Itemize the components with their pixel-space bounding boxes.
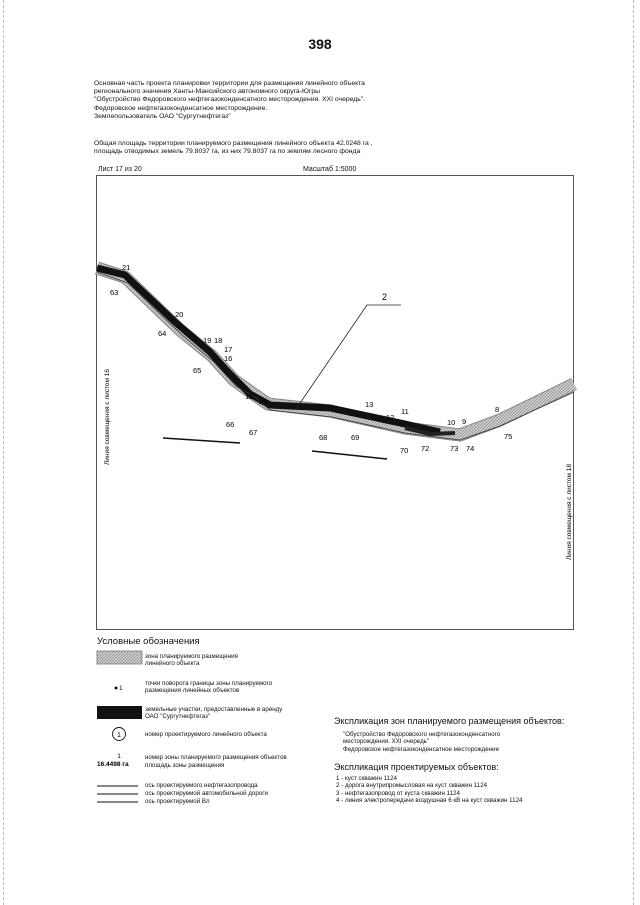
point-label: 9 <box>462 417 467 426</box>
vl-axis-segment <box>163 438 240 443</box>
right-match-line-label: Линия совмещения с листом 18 <box>566 463 573 560</box>
legend-item: земельные участки, предоставленные в аренду ОАО "Сургутнефтегаз" <box>145 706 283 721</box>
point-label: 12 <box>386 413 395 422</box>
header-line: Федоровское нефтегазоконденсатное месторождение. <box>94 104 268 112</box>
point-label: 19 <box>203 336 212 345</box>
leased-land-plot <box>97 268 440 432</box>
legend-item: номер зоны планируемого размещения объектов <box>145 754 287 761</box>
left-match-line-label: Линия совмещения с листом 16 <box>104 368 111 465</box>
area-line: Общая площадь территории планируемого размещения линейного объекта 42.0248 га , <box>94 140 373 147</box>
legend-point-number: 1 <box>119 685 123 692</box>
point-label: 18 <box>214 336 223 345</box>
point-label: 65 <box>193 366 202 375</box>
objects-explication-item: 2 - дорога внутрипромысловая на куст скважин 1124 <box>336 782 488 790</box>
header-line: "Обустройство Федоровского нефтегазоконденсатного месторождения. XXI очередь". <box>94 96 366 104</box>
legend-item: точки поворота границы зоны планируемого размещения линейных объектов <box>145 680 273 695</box>
page-number: 398 <box>308 36 332 52</box>
point-label: 75 <box>504 432 513 441</box>
legend-object-number: 1 <box>117 732 121 739</box>
zones-explication-title: Экспликация зон планируемого размещения объектов: <box>334 716 565 726</box>
legend-point-symbol <box>115 687 118 690</box>
legend-item: ось проектируемой автомобильной дороги <box>145 790 268 797</box>
objects-explication-item: 4 - линия электропередачи воздушная 6 кВ на куст скважин 1124 <box>336 797 523 805</box>
point-label: 63 <box>110 288 119 297</box>
point-label: 21 <box>122 263 131 272</box>
legend-zone-number: 1 <box>117 753 121 760</box>
point-label: 67 <box>249 428 258 437</box>
point-label: 17 <box>224 345 233 354</box>
area-line: площадь отводимых земель 79.8037 га, из них 79.8037 га по землям лесного фонда <box>94 148 361 156</box>
legend-zone-area: 16.4498 га <box>97 761 129 768</box>
point-label: 10 <box>447 418 456 427</box>
legend-item: номер проектируемого линейного объекта <box>145 731 267 738</box>
legend-title: Условные обозначения <box>97 636 200 647</box>
point-label: 14 <box>259 397 268 406</box>
point-label: 20 <box>175 310 184 319</box>
object-number-label: 2 <box>382 292 388 302</box>
scale-label: Масштаб 1:5000 <box>303 166 357 173</box>
legend-item: зона планируемого размещения линейного объекта <box>145 653 238 668</box>
legend-leased-swatch <box>97 706 142 719</box>
point-label: 66 <box>226 420 235 429</box>
point-label: 16 <box>224 354 233 363</box>
point-label: 68 <box>319 433 328 442</box>
point-label: 15 <box>245 392 254 401</box>
zones-explication-block <box>343 731 583 753</box>
header-line: регионального значения Ханты-Мансийского автономного округа-Югры <box>94 88 320 96</box>
header-line: Землепользователь ОАО "Сургутнефтегаз" <box>94 112 231 120</box>
zones-explication-line: Федоровское нефтегазоконденсатное месторождение <box>343 745 500 753</box>
point-label: 73 <box>450 444 459 453</box>
legend-zone-swatch <box>97 651 142 664</box>
point-labels <box>110 263 512 455</box>
header-line: Основная часть проекта планировки территории для размещения линейного объекта <box>94 80 365 87</box>
point-label: 72 <box>421 444 430 453</box>
objects-explication-list <box>336 775 616 805</box>
point-label: 13 <box>365 400 374 409</box>
point-label: 70 <box>400 446 409 455</box>
point-label: 74 <box>466 444 475 453</box>
vl-axis-segment <box>312 451 387 459</box>
zones-explication-line: месторождения. XXI очередь" <box>343 738 430 746</box>
objects-explication-title: Экспликация проектируемых объектов: <box>334 762 499 772</box>
point-label: 64 <box>158 329 167 338</box>
legend-item: ось проектируемой Вл <box>145 798 210 805</box>
legend-item: ось проектируемого нефтегазопровода <box>145 782 258 789</box>
object-label-leader <box>296 305 401 409</box>
zones-explication-line: "Обустройство Федоровского нефтегазоконденсатного <box>343 731 501 738</box>
legend-item: площадь зоны размещения <box>145 762 225 769</box>
sheet-label: Лист 17 из 20 <box>98 166 142 173</box>
point-label: 69 <box>351 433 360 442</box>
objects-explication-item: 3 - нефтегазопровод от куста скважин 1124 <box>336 789 460 797</box>
objects-explication-item: 1 - куст скважин 1124 <box>336 775 397 782</box>
point-label: 11 <box>401 407 409 416</box>
point-label: 8 <box>495 405 500 414</box>
